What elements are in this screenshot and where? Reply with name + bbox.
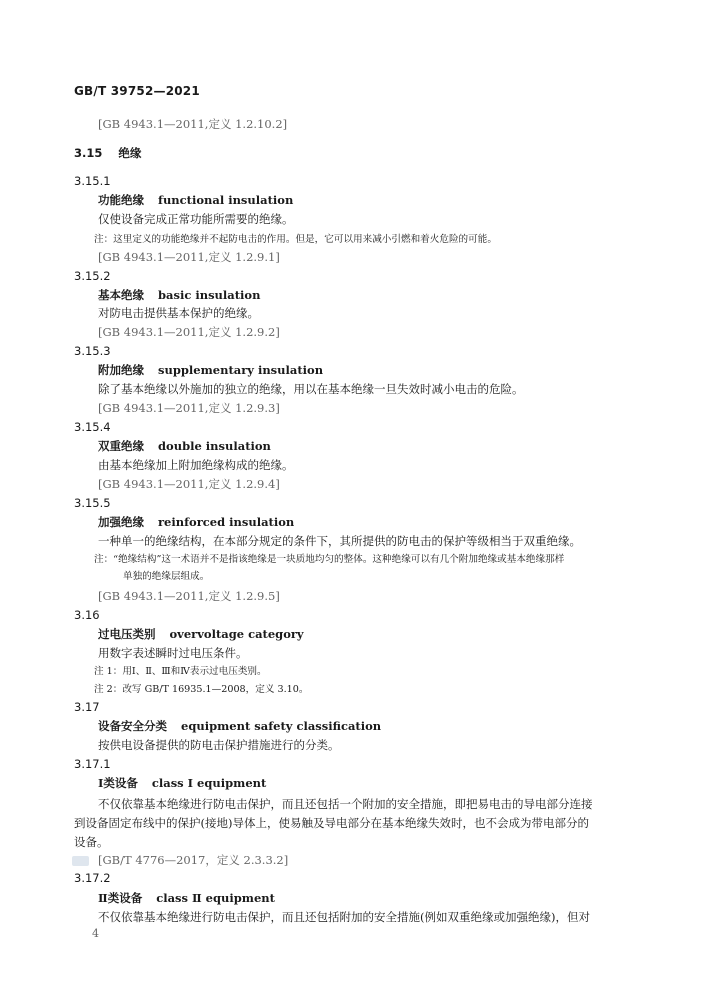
section-number: 3.15 xyxy=(74,146,103,160)
term-en: reinforced insulation xyxy=(158,515,295,529)
term xyxy=(98,627,304,641)
note: 注 1：用Ⅰ、Ⅱ、Ⅲ和Ⅳ表示过电压类别。 xyxy=(94,666,267,677)
term-en: supplementary insulation xyxy=(158,363,324,377)
term xyxy=(98,515,294,529)
source-reference: [GB 4943.1—2011,定义 1.2.9.4] xyxy=(98,477,280,491)
definition: 除了基本绝缘以外施加的独立的绝缘，用以在基本绝缘一旦失效时减小电击的危险。 xyxy=(98,382,524,396)
note: 注 2：改写 GB/T 16935.1—2008，定义 3.10。 xyxy=(94,684,309,695)
source-reference: [GB 4943.1—2011,定义 1.2.9.2] xyxy=(98,325,280,339)
source-reference: [GB 4943.1—2011,定义 1.2.9.3] xyxy=(98,401,280,415)
term xyxy=(98,776,266,790)
note-continuation: 单独的绝缘层组成。 xyxy=(123,571,210,582)
source-reference: [GB 4943.1—2011,定义 1.2.10.2] xyxy=(98,117,288,131)
clause-number: 3.17.2 xyxy=(74,871,111,885)
note: 注：这里定义的功能绝缘并不起防电击的作用。但是，它可以用来减小引燃和着火危险的可能。 xyxy=(94,234,497,245)
clause-number: 3.16 xyxy=(74,608,100,622)
term-en: equipment safety classification xyxy=(181,719,382,733)
note: 注：“绝缘结构”这一术语并不是指该绝缘是一块质地均匀的整体。这种绝缘可以有几个附加绝缘或基本绝缘那样 xyxy=(94,554,565,565)
definition: 不仅依靠基本绝缘进行防电击保护，而且还包括一个附加的安全措施，即把易电击的导电部分连接 xyxy=(98,797,593,811)
term-en: functional insulation xyxy=(158,193,294,207)
clause-number: 3.17 xyxy=(74,700,100,714)
source-reference: [GB 4943.1—2011,定义 1.2.9.1] xyxy=(98,250,280,264)
term-en: class Ⅱ equipment xyxy=(156,891,275,905)
term-cn: 附加绝缘 xyxy=(98,363,144,377)
standard-header: GB/T 39752—2021 xyxy=(74,84,200,98)
term xyxy=(98,439,271,453)
definition: 不仅依靠基本绝缘进行防电击保护，而且还包括附加的安全措施(例如双重绝缘或加强绝缘)，但对 xyxy=(98,910,590,924)
definition: 按供电设备提供的防电击保护措施进行的分类。 xyxy=(98,738,340,752)
clause-number: 3.17.1 xyxy=(74,757,111,771)
term-cn: 双重绝缘 xyxy=(98,439,144,453)
definition: 一种单一的绝缘结构，在本部分规定的条件下，其所提供的防电击的保护等级相当于双重绝缘。 xyxy=(98,534,581,548)
term-en: overvoltage category xyxy=(169,627,304,641)
clause-number: 3.15.5 xyxy=(74,496,111,510)
definition-continuation: 设备。 xyxy=(74,835,109,849)
term-cn: 功能绝缘 xyxy=(98,193,144,207)
term xyxy=(98,193,293,207)
term-cn: 加强绝缘 xyxy=(98,515,144,529)
clause-number: 3.15.3 xyxy=(74,344,111,358)
term-cn: 设备安全分类 xyxy=(98,719,167,733)
clause-number: 3.15.2 xyxy=(74,269,111,283)
definition: 用数字表述瞬时过电压条件。 xyxy=(98,646,248,660)
term xyxy=(98,719,381,733)
section-heading xyxy=(74,146,141,160)
term-cn: 过电压类别 xyxy=(98,627,156,641)
term xyxy=(98,288,260,302)
clause-number: 3.15.1 xyxy=(74,174,111,188)
term-en: double insulation xyxy=(158,439,271,453)
term-en: basic insulation xyxy=(158,288,261,302)
term-cn: 基本绝缘 xyxy=(98,288,144,302)
scan-mark xyxy=(72,856,89,866)
clause-number: 3.15.4 xyxy=(74,420,111,434)
term xyxy=(98,363,323,377)
definition: 由基本绝缘加上附加绝缘构成的绝缘。 xyxy=(98,458,294,472)
definition-continuation: 到设备固定布线中的保护(接地)导体上，使易触及导电部分在基本绝缘失效时，也不会成为带电部分的 xyxy=(74,816,589,830)
term-cn: Ⅰ类设备 xyxy=(98,776,138,790)
section-title: 绝缘 xyxy=(118,146,142,160)
definition: 对防电击提供基本保护的绝缘。 xyxy=(98,306,259,320)
source-reference: [GB 4943.1—2011,定义 1.2.9.5] xyxy=(98,589,280,603)
term xyxy=(98,891,275,905)
term-en: class Ⅰ equipment xyxy=(151,776,267,790)
source-reference: [GB/T 4776—2017，定义 2.3.3.2] xyxy=(98,853,289,867)
term-cn: Ⅱ类设备 xyxy=(98,891,143,905)
definition: 仅使设备完成正常功能所需要的绝缘。 xyxy=(98,212,294,226)
page-number: 4 xyxy=(92,927,99,940)
